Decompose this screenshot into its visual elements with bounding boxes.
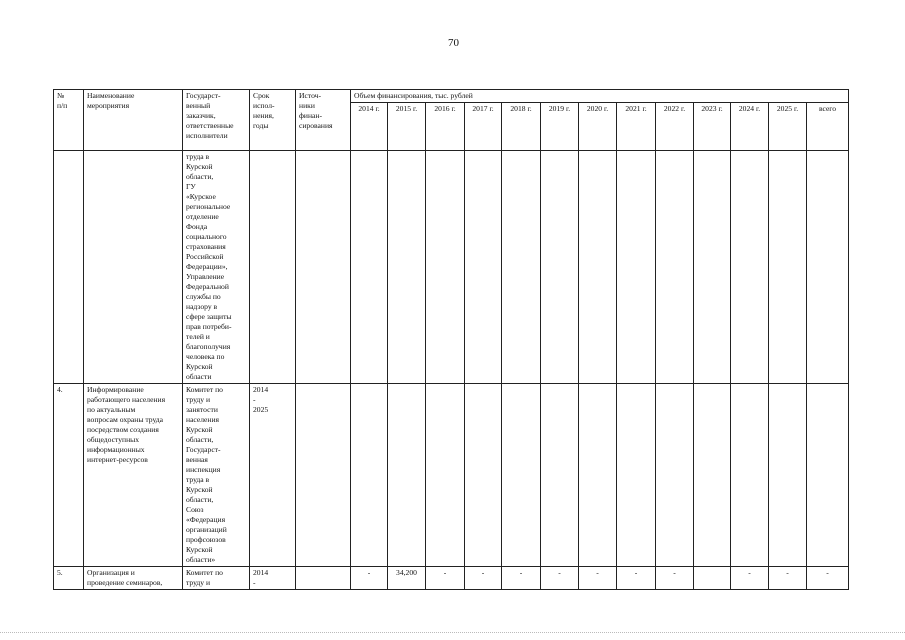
row-term — [250, 151, 296, 384]
row-source — [296, 384, 351, 567]
header-year: 2023 г. — [694, 103, 731, 151]
row-term: 2014 - — [250, 567, 296, 590]
row-customer: Комитет по труду и занятости населения Курской области, Государст- венная инспекция труда в Курской области, Союз «Федерация организаций профсоюзов Курской области» — [183, 384, 250, 567]
header-year: 2020 г. — [579, 103, 617, 151]
row-value — [426, 384, 465, 567]
header-customer: Государст- венный заказчик, ответственные исполнители — [183, 90, 250, 151]
row-value: - — [351, 567, 388, 590]
row-value — [388, 151, 426, 384]
row-name: Организация и проведение семинаров, — [84, 567, 183, 590]
header-term: Срок испол- нения, годы — [250, 90, 296, 151]
row-customer: Комитет по труду и — [183, 567, 250, 590]
table-row — [54, 151, 849, 384]
row-value — [769, 384, 807, 567]
row-num: 4. — [54, 384, 84, 567]
row-name — [84, 151, 183, 384]
row-value — [351, 151, 388, 384]
header-year: 2014 г. — [351, 103, 388, 151]
header-num: № п/п — [54, 90, 84, 151]
row-value — [426, 151, 465, 384]
header-year: 2024 г. — [731, 103, 769, 151]
row-value — [502, 151, 541, 384]
row-value — [656, 384, 694, 567]
row-value — [656, 151, 694, 384]
row-value — [617, 384, 656, 567]
row-term: 2014 - 2025 — [250, 384, 296, 567]
row-value: - — [807, 567, 849, 590]
row-value: - — [541, 567, 579, 590]
row-value: - — [502, 567, 541, 590]
row-value: - — [617, 567, 656, 590]
row-value — [617, 151, 656, 384]
row-value — [769, 151, 807, 384]
row-value: - — [426, 567, 465, 590]
row-num — [54, 151, 84, 384]
row-value: - — [769, 567, 807, 590]
header-year: 2025 г. — [769, 103, 807, 151]
header-year: 2019 г. — [541, 103, 579, 151]
row-value — [731, 384, 769, 567]
header-year: всего — [807, 103, 849, 151]
header-volume: Объем финансирования, тыс. рублей — [351, 90, 849, 103]
row-value: - — [731, 567, 769, 590]
table-header-row — [54, 90, 849, 103]
row-value — [807, 384, 849, 567]
row-value — [502, 384, 541, 567]
page-number: 70 — [448, 37, 459, 49]
header-year: 2022 г. — [656, 103, 694, 151]
row-value — [465, 151, 502, 384]
row-num: 5. — [54, 567, 84, 590]
financing-table — [53, 89, 849, 590]
row-value — [388, 384, 426, 567]
row-value — [465, 384, 502, 567]
row-value: - — [465, 567, 502, 590]
row-value — [541, 151, 579, 384]
header-year: 2017 г. — [465, 103, 502, 151]
row-value: - — [579, 567, 617, 590]
row-customer: труда в Курской области, ГУ «Курское региональное отделение Фонда социального страхования Российской Федерации», Управление Федеральной службы по надзору в сфере защиты прав потреби- телей и благополучия человека по Курской области — [183, 151, 250, 384]
row-name: Информирование работающего населения по актуальным вопросам охраны труда посредством создания общедоступных информационных интернет-ресурсов — [84, 384, 183, 567]
row-value — [694, 567, 731, 590]
header-year: 2018 г. — [502, 103, 541, 151]
row-value — [694, 384, 731, 567]
row-source — [296, 567, 351, 590]
header-source: Источ- ники финан- сирования — [296, 90, 351, 151]
row-value — [579, 151, 617, 384]
header-year: 2021 г. — [617, 103, 656, 151]
row-value — [351, 384, 388, 567]
row-source — [296, 151, 351, 384]
table-row — [54, 384, 849, 567]
scan-edge-line — [0, 632, 905, 634]
table-row — [54, 567, 849, 590]
row-value — [807, 151, 849, 384]
row-value: 34,200 — [388, 567, 426, 590]
header-name: Наименование мероприятия — [84, 90, 183, 151]
row-value — [694, 151, 731, 384]
row-value: - — [656, 567, 694, 590]
row-value — [731, 151, 769, 384]
header-year: 2016 г. — [426, 103, 465, 151]
row-value — [541, 384, 579, 567]
row-value — [579, 384, 617, 567]
header-year: 2015 г. — [388, 103, 426, 151]
